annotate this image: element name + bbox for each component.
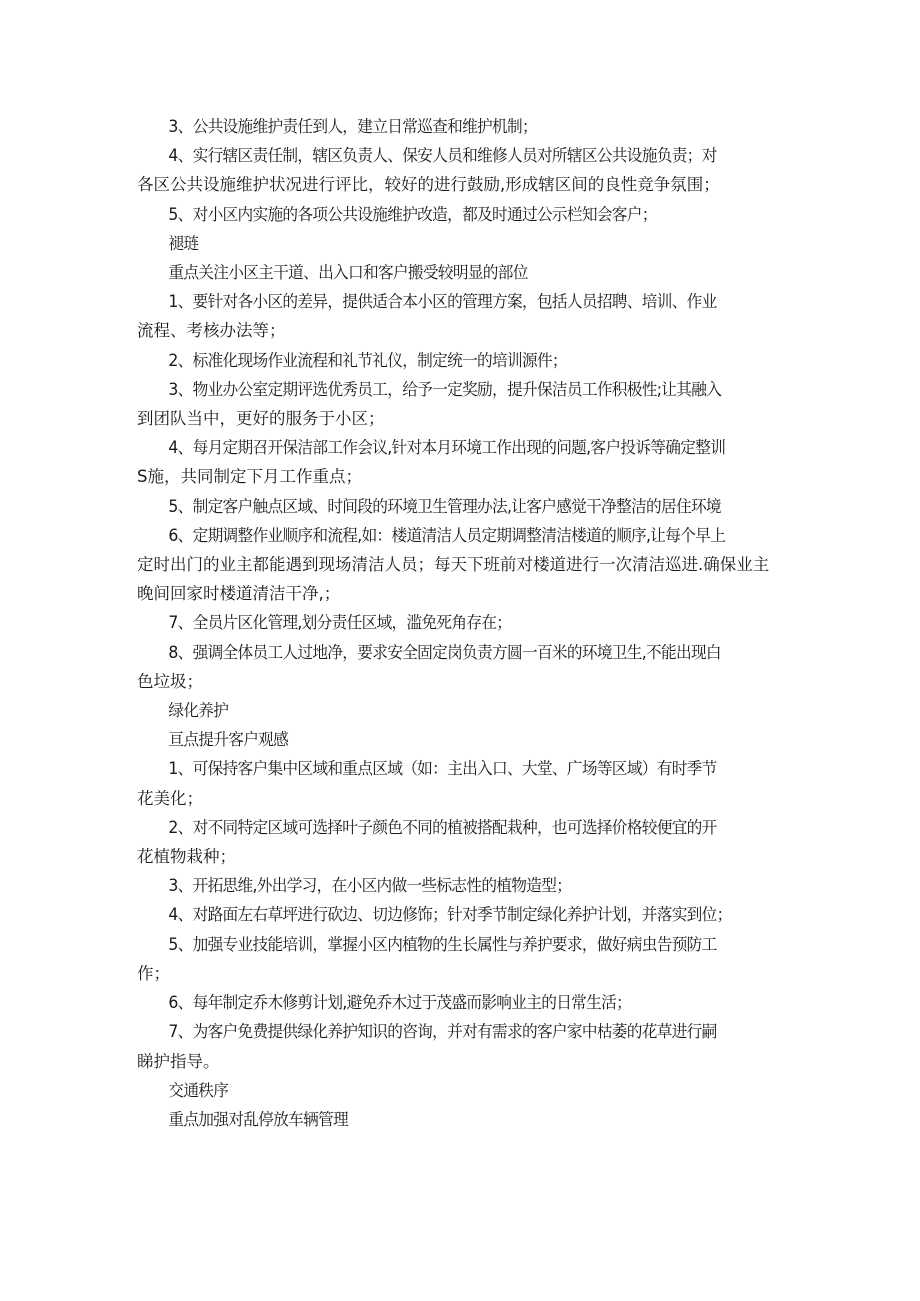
paragraph-line: 到团队当中，更好的服务于小区； <box>137 409 385 429</box>
paragraph <box>137 871 797 900</box>
paragraph-line: 6、定期调整作业顺序和流程,如：楼道清洁人员定期调整清洁楼道的顺序,让每个早上 <box>168 525 726 545</box>
paragraph-line: 褪琏 <box>168 233 199 253</box>
paragraph <box>137 258 797 287</box>
paragraph-line: 6、每年制定乔木修剪计划,避免乔木过于茂盛而影响业主的日常生活； <box>168 993 632 1013</box>
paragraph-line: 3、物业办公室定期评选优秀员工，给予一定奖励，提升保洁员工作积极性;让其融入 <box>168 379 722 399</box>
paragraph-line: 晚间回家时楼道清洁干净,； <box>137 584 341 604</box>
paragraph-line: 亘点提升客户观感 <box>168 730 289 750</box>
paragraph-line: 4、实行辖区责任制，辖区负责人、保安人员和维修人员对所辖区公共设施负责；对 <box>168 146 717 166</box>
paragraph-line: 流程、考核办法等； <box>137 321 286 341</box>
paragraph <box>137 725 797 754</box>
paragraph-line: 3、开拓思维,外出学习，在小区内做一些标志性的植物造型； <box>168 876 572 896</box>
paragraph-line: 3、公共设施维护责任到人，建立日常巡查和维护机制； <box>168 117 537 136</box>
paragraph <box>137 900 797 929</box>
paragraph-line: 绿化养护 <box>168 701 229 721</box>
paragraph-line: 7、全员片区化管理,划分责任区域，滥免死角存在； <box>168 613 512 633</box>
paragraph-line: 5、加强专业技能培训，掌握小区内植物的生长属性与养护要求，做好病虫告预防工 <box>168 934 717 954</box>
paragraph-line: 2、标准化现场作业流程和礼节礼仪，制定统一的培训源件； <box>168 350 567 370</box>
paragraph-line: 2、对不同特定区域可选择叶子颜色不同的植被搭配栽种，也可选择价格较便宜的开 <box>168 817 717 837</box>
paragraph-line: 睇护指导。 <box>137 1051 220 1071</box>
paragraph <box>137 492 797 521</box>
paragraph <box>137 229 797 258</box>
paragraph <box>137 1105 797 1134</box>
paragraph <box>137 1017 797 1075</box>
paragraph <box>137 930 797 988</box>
paragraph-line: 花植物栽种； <box>137 847 236 867</box>
paragraph <box>137 112 797 141</box>
paragraph <box>137 287 797 345</box>
paragraph-line: 花美化； <box>137 788 203 808</box>
paragraph <box>137 375 797 433</box>
paragraph-line: 1、要针对各小区的差异，提供适合本小区的管理方案，包括人员招聘、培训、作业 <box>168 292 717 312</box>
paragraph-line: 1、可保持客户集中区域和重点区域（如：主出入口、大堂、广场等区域）有时季节 <box>168 759 717 779</box>
paragraph <box>137 200 797 229</box>
paragraph <box>137 346 797 375</box>
paragraph-line: 4、每月定期召开保洁部工作会议,针对本月环境工作出现的问题,客户投诉等确定整训 <box>168 438 726 458</box>
paragraph <box>137 433 797 491</box>
paragraph <box>137 754 797 812</box>
paragraph <box>137 988 797 1017</box>
document-body <box>137 112 797 1134</box>
paragraph-line: 重点加强对乱停放车辆管理 <box>168 1109 349 1129</box>
paragraph <box>137 608 797 637</box>
paragraph-line: 5、对小区内实施的各项公共设施维护改造，都及时通过公示栏知会客户； <box>168 204 657 224</box>
paragraph-line: 7、为客户免费提供绿化养护知识的咨询，并对有需求的客户家中枯萎的花草进行嗣 <box>168 1022 717 1042</box>
paragraph-line: 8、强调全体员工人过地净，要求安全固定岗负责方圆一百米的环境卫生,不能出现白 <box>168 642 721 662</box>
paragraph <box>137 141 797 199</box>
paragraph-line: S施，共同制定下月工作重点； <box>137 467 362 487</box>
paragraph-line: 5、制定客户触点区域、时间段的环境卫生管理办法,让客户感觉干净整洁的居住环境 <box>168 496 721 516</box>
paragraph-line: 交通秩序 <box>168 1080 229 1100</box>
paragraph <box>137 1076 797 1105</box>
paragraph <box>137 813 797 871</box>
paragraph-line: 定时出门的业主都能遇到现场清洁人员；每天下班前对楼道进行一次清洁巡进.确保业主 <box>137 555 770 575</box>
paragraph-line: 色垃圾； <box>137 671 203 691</box>
paragraph <box>137 521 797 609</box>
paragraph-line: 重点关注小区主干道、出入口和客户搬受较明显的部位 <box>168 263 528 283</box>
paragraph <box>137 696 797 725</box>
paragraph-line: 作； <box>137 963 170 983</box>
paragraph-line: 各区公共设施维护状况进行评比，较好的进行鼓励,形成辖区间的良性竞争氛围； <box>137 175 720 195</box>
paragraph-line: 4、对路面左右草坪进行砍边、切边修饰；针对季节制定绿化养护计划，并落实到位； <box>168 905 732 925</box>
paragraph <box>137 638 797 696</box>
